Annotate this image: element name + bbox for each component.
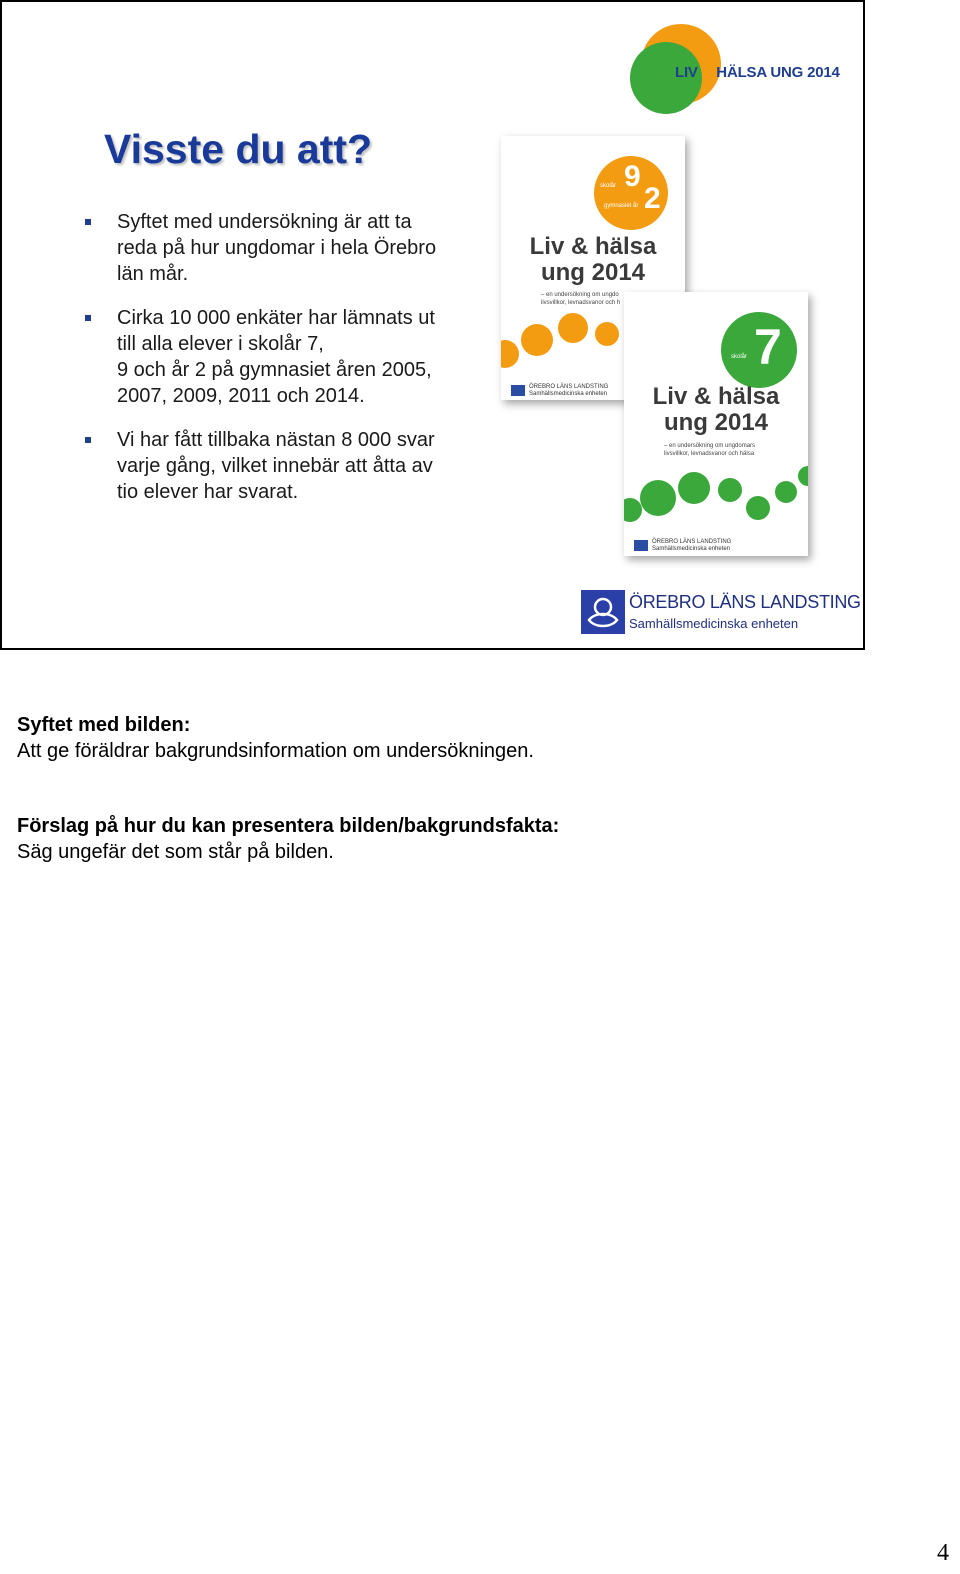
- bullet-square-icon: [85, 219, 91, 225]
- bullet-square-icon: [85, 437, 91, 443]
- cover-title: Liv & hälsa ung 2014: [529, 233, 657, 286]
- decorative-dots: [624, 462, 808, 532]
- brand-wordmark: LIV & HÄLSA UNG 2014: [675, 64, 840, 81]
- org-mini-logo-icon: [634, 540, 648, 551]
- cover-subtitle: – en undersökning om ungdo livsvillkor, levnadsvanor och h: [541, 292, 621, 306]
- bullet-item: Vi har fått tillbaka nästan 8 000 svar varje gång, vilket innebär att åtta av tio elever har svarat.: [82, 427, 482, 505]
- grade-badge: skolår 7: [721, 312, 797, 388]
- speaker-notes: [17, 712, 917, 914]
- org-unit: Samhällsmedicinska enheten: [629, 616, 799, 631]
- slide-title: Visste du att?: [104, 126, 373, 172]
- notes-body-purpose: Att ge föräldrar bakgrundsinformation om undersökningen.: [17, 740, 534, 762]
- grade-badge: skolår 9 gymnasiet år 2: [594, 156, 668, 230]
- notes-heading-purpose: Syftet med bilden:: [17, 714, 191, 736]
- notes-body-suggestion: Säg ungefär det som står på bilden.: [17, 841, 334, 863]
- bullet-square-icon: [85, 315, 91, 321]
- page-number: 4: [937, 1540, 949, 1566]
- org-name: ÖREBRO LÄNS LANDSTING: [629, 592, 861, 612]
- org-mini-logo-icon: [511, 385, 525, 396]
- bullet-item: Cirka 10 000 enkäter har lämnats ut till alla elever i skolår 7, 9 och år 2 på gymnasiet åren 2005, 2007, 2009, 2011 och 2014.: [82, 305, 482, 409]
- cover-subtitle: – en undersökning om ungdomars livsvillkor, levnadsvanor och hälsa: [664, 443, 756, 457]
- cover-org: ÖREBRO LÄNS LANDSTING Samhällsmedicinska enheten: [652, 539, 732, 552]
- cover-org: ÖREBRO LÄNS LANDSTING Samhällsmedicinska enheten: [529, 384, 609, 397]
- notes-heading-suggestion: Förslag på hur du kan presentera bilden/bakgrundsfakta:: [17, 815, 560, 837]
- bullet-item: Syftet med undersökning är att ta reda på hur ungdomar i hela Örebro län mår.: [82, 209, 482, 287]
- slide-image: [0, 0, 865, 650]
- bullet-list: [82, 209, 482, 523]
- report-cover-grade-7: [624, 292, 808, 556]
- landsting-logo-icon: [581, 590, 625, 634]
- cover-title: Liv & hälsa ung 2014: [652, 383, 780, 436]
